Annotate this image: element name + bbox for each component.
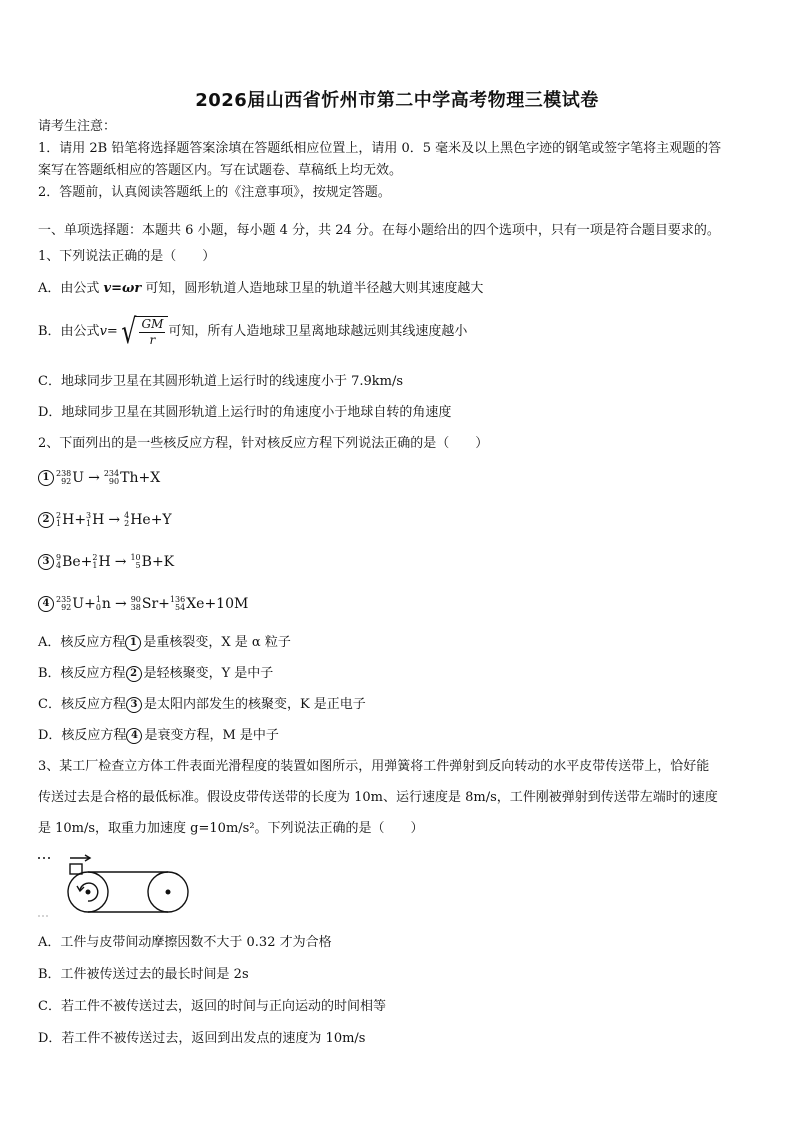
q3-stem-line-3: 是 10m/s，取重力加速度 g=10m/s²。下列说法正确的是（ ） bbox=[38, 821, 424, 836]
q1-option-a-prefix: A．由公式 bbox=[38, 281, 104, 296]
section-heading: 一、单项选择题：本题共 6 小题，每小题 4 分，共 24 分。在每小题给出的四个选项中，只有一项是符合题目要求的。 bbox=[38, 223, 720, 238]
q1-option-b-v: v= bbox=[99, 324, 118, 339]
q3-option-c: C．若工件不被传送过去，返回的时间与正向运动的时间相等 bbox=[38, 999, 386, 1014]
reaction-equation-2: 2 2 1 H + 3 1 H → 4 2 He +Y bbox=[38, 512, 172, 528]
arrow-icon: → bbox=[114, 596, 127, 612]
conveyor-belt-diagram bbox=[38, 852, 198, 922]
q1-option-a-text: 可知，圆形轨道人造地球卫星的轨道半径越大则其速度越大 bbox=[141, 281, 484, 296]
workpiece-icon bbox=[70, 864, 82, 874]
notice-heading: 请考生注意： bbox=[38, 119, 117, 134]
right-axle bbox=[166, 890, 171, 895]
arrow-icon: → bbox=[108, 512, 121, 528]
q1-option-a bbox=[38, 278, 483, 300]
notice-item-1-line-2: 案写在答题纸相应的答题区内。写在试题卷、草稿纸上均无效。 bbox=[38, 163, 403, 178]
q1-option-b-prefix: B．由公式 bbox=[38, 324, 100, 339]
arrow-icon: → bbox=[88, 470, 100, 486]
reaction-equation-1: 1 238 92 U → 234 90 Th +X bbox=[38, 470, 160, 486]
q3-option-b: B．工件被传送过去的最长时间是 2s bbox=[38, 967, 249, 982]
arrow-icon: → bbox=[114, 554, 127, 570]
formula-numerator: GM bbox=[141, 317, 164, 331]
q2-option-c: C．核反应方程 3 是太阳内部发生的核聚变，K 是正电子 bbox=[38, 697, 366, 712]
q1-option-a-formula: v=ωr bbox=[103, 281, 142, 296]
circled-number-2: 2 bbox=[126, 666, 142, 682]
q1-option-d: D．地球同步卫星在其圆形轨道上运行时的角速度小于地球自转的角速度 bbox=[38, 405, 452, 420]
circled-number-4: 4 bbox=[38, 596, 54, 612]
q1-stem: 1、下列说法正确的是（ ） bbox=[38, 249, 216, 264]
q2-option-b: B．核反应方程 2 是轻核聚变，Y 是中子 bbox=[38, 666, 274, 681]
reaction-equation-4: 4 235 92 U + 1 0 n → 90 38 Sr + 136 54 Xe +10M bbox=[38, 596, 248, 612]
q1-option-b-text: 可知，所有人造地球卫星离地球越远则其线速度越小 bbox=[168, 324, 468, 339]
page-title: 2026届山西省忻州市第二中学高考物理三模试卷 bbox=[195, 90, 599, 111]
circled-number-3: 3 bbox=[126, 697, 142, 713]
q2-option-a: A．核反应方程 1 是重核裂变，X 是 α 粒子 bbox=[38, 635, 291, 650]
notice-item-1-line-1: 1．请用 2B 铅笔将选择题答案涂填在答题纸相应位置上，请用 0．5 毫米及以上黑色字迹的钢笔或签字笔将主观题的答 bbox=[38, 141, 722, 156]
q2-option-d: D．核反应方程 4 是衰变方程，M 是中子 bbox=[38, 728, 279, 743]
circled-number-4: 4 bbox=[126, 728, 142, 744]
q3-option-a: A．工件与皮带间动摩擦因数不大于 0.32 才为合格 bbox=[38, 935, 332, 950]
circled-number-1: 1 bbox=[125, 635, 141, 651]
circled-number-1: 1 bbox=[38, 470, 54, 486]
q1-option-b bbox=[38, 312, 468, 352]
formula-denominator: r bbox=[149, 333, 156, 347]
q3-stem-line-1: 3、某工厂检查立方体工件表面光滑程度的装置如图所示，用弹簧将工件弹射到反向转动的水平皮带传送带上，恰好能 bbox=[38, 759, 710, 774]
q2-stem: 2、下面列出的是一些核反应方程，针对核反应方程下列说法正确的是（ ） bbox=[38, 436, 489, 451]
reaction-equation-3: 3 9 4 Be + 2 1 H → 10 5 B +K bbox=[38, 554, 174, 570]
q1-option-c: C．地球同步卫星在其圆形轨道上运行时的线速度小于 7.9km/s bbox=[38, 374, 404, 389]
q3-stem-line-2: 传送过去是合格的最低标准。假设皮带传送带的长度为 10m、运行速度是 8m/s，工件刚被弹射到传送带左端时的速度 bbox=[38, 790, 718, 805]
left-axle bbox=[86, 890, 91, 895]
circled-number-3: 3 bbox=[38, 554, 54, 570]
q3-option-d: D．若工件不被传送过去，返回到出发点的速度为 10m/s bbox=[38, 1031, 366, 1046]
sqrt-formula: √ $\frac{GM}{r}$ bbox=[118, 315, 169, 349]
circled-number-2: 2 bbox=[38, 512, 54, 528]
notice-item-2: 2．答题前，认真阅读答题纸上的《注意事项》，按规定答题。 bbox=[38, 185, 391, 200]
